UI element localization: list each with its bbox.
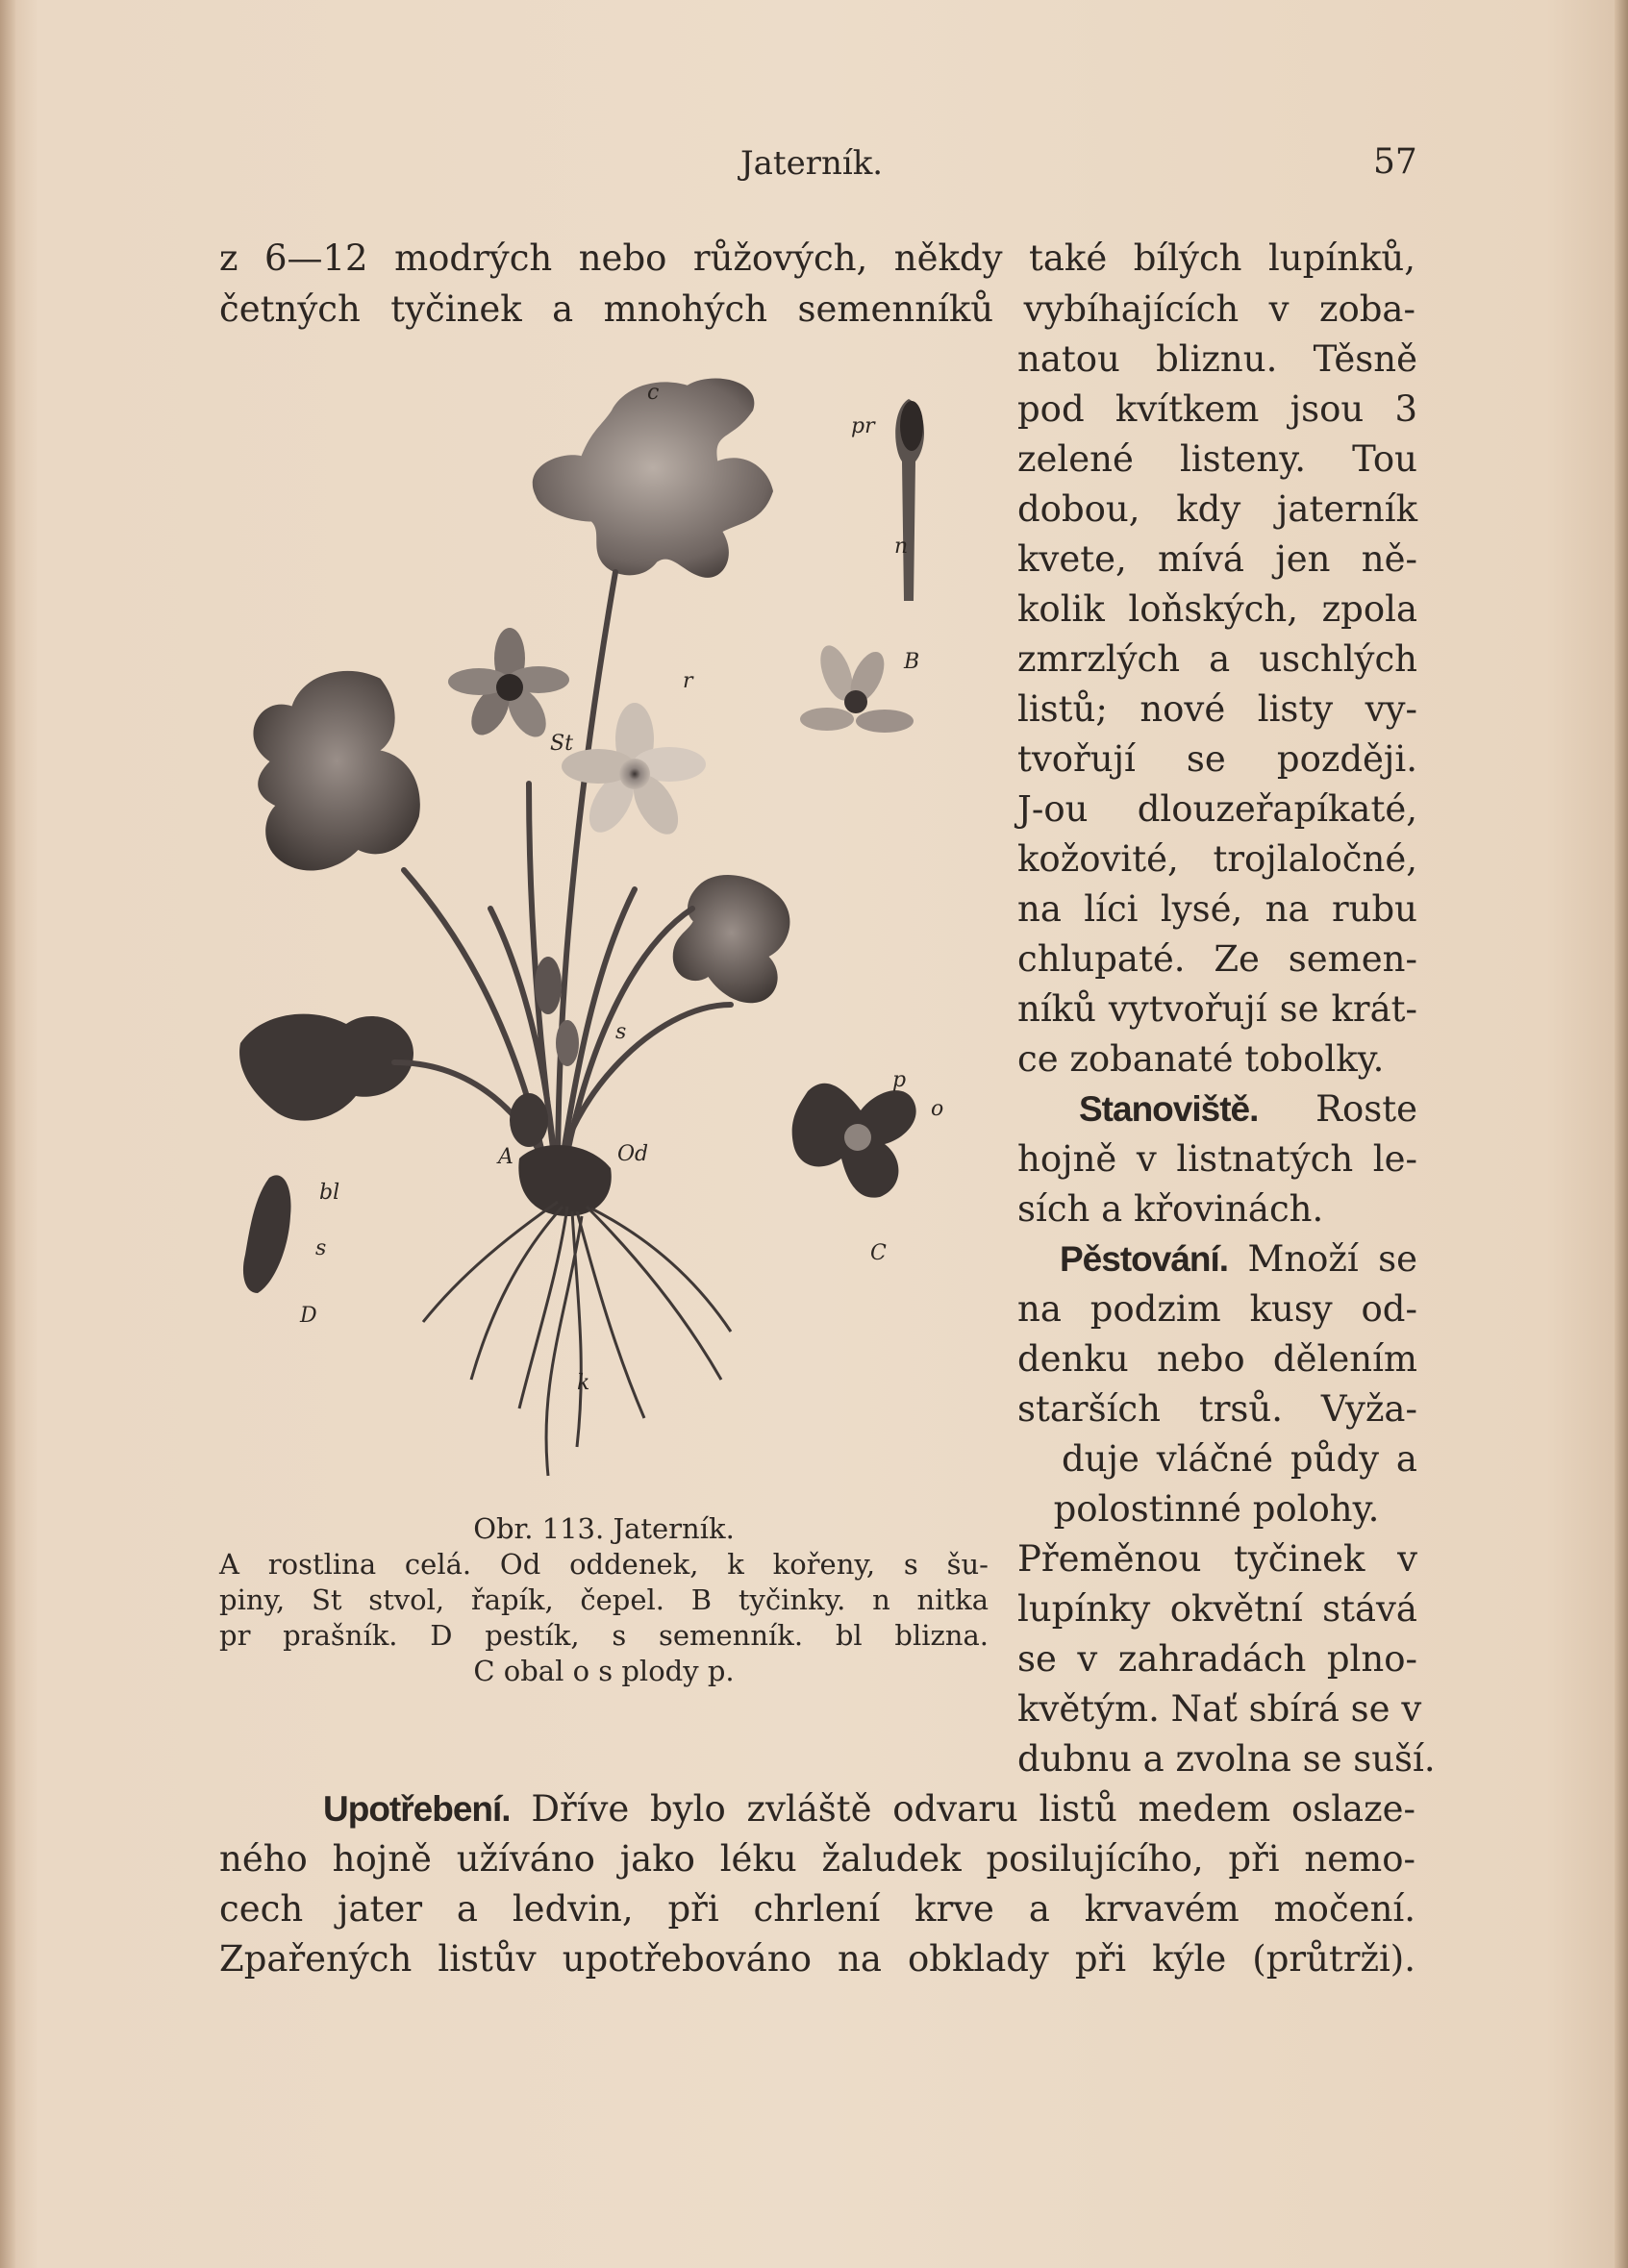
side-line: pod kvítkem jsou 3 xyxy=(1017,388,1417,430)
leaf-right xyxy=(673,875,790,1003)
roots xyxy=(423,1202,731,1476)
upotrebeni-line: cech jater a ledvin, při chrlení krve a krvavém močení. xyxy=(219,1888,1415,1930)
label-n: n xyxy=(894,535,909,559)
pestovani-line: květým. Nať sbírá se v xyxy=(1017,1688,1422,1730)
figure-caption xyxy=(219,1511,989,1689)
rhizome xyxy=(518,1145,611,1216)
label-c: c xyxy=(647,381,660,405)
label-C: C xyxy=(870,1241,887,1265)
label-A: A xyxy=(498,1145,513,1169)
pistil-D xyxy=(243,1175,291,1293)
pestovani-line: na podzim kusy od- xyxy=(1017,1288,1417,1330)
side-line: zelené listeny. Tou xyxy=(1017,438,1417,480)
pestovani-line: starších trsů. Vyža- xyxy=(1017,1388,1417,1430)
caption-line: A rostlina celá. Od oddenek, k kořeny, s šu- xyxy=(219,1548,989,1581)
upotrebeni-heading: Upotřebení. xyxy=(323,1789,511,1829)
leaf-top xyxy=(533,379,773,578)
side-line: na líci lysé, na rubu xyxy=(1017,888,1417,930)
page-number: 57 xyxy=(1373,142,1417,182)
side-line: ce zobanaté tobolky. xyxy=(1017,1038,1385,1080)
upotrebeni-line: Zpařených listův upotřebováno na obklady při kýle (průtrži). xyxy=(219,1938,1415,1980)
label-bl: bl xyxy=(319,1181,340,1205)
label-r: r xyxy=(683,669,693,693)
stanoviste-heading: Stanoviště. xyxy=(1079,1089,1259,1129)
label-St: St xyxy=(550,732,573,756)
body-line: z 6—12 modrých nebo růžových, někdy také bílých lupínků, xyxy=(219,237,1415,279)
side-line: tvořují se později. xyxy=(1017,738,1417,780)
leaf-bottom-left xyxy=(239,1014,413,1121)
stanoviste-line: sích a křovinách. xyxy=(1017,1188,1324,1230)
flower-center xyxy=(562,703,706,841)
pestovani-line: dubnu a zvolna se suší. xyxy=(1017,1738,1436,1780)
label-Od: Od xyxy=(617,1142,649,1166)
side-line: kolik loňských, zpola xyxy=(1017,588,1417,630)
label-k: k xyxy=(577,1371,590,1395)
label-p: p xyxy=(892,1068,907,1092)
side-line: chlupaté. Ze semen- xyxy=(1017,938,1417,980)
side-line: kvete, mívá jen ně- xyxy=(1017,538,1417,580)
page-edge-left xyxy=(0,0,15,2268)
pestovani-line: duje vláčné půdy a xyxy=(1062,1438,1417,1480)
label-s2: s xyxy=(315,1236,327,1260)
label-D: D xyxy=(300,1304,317,1328)
pestovani-heading: Pěstování. xyxy=(1060,1239,1229,1279)
side-line: kožovité, trojlaločné, xyxy=(1017,838,1417,880)
bud xyxy=(510,1093,548,1147)
stanoviste-text: Roste xyxy=(1315,1088,1417,1130)
side-line: listů; nové listy vy- xyxy=(1017,688,1417,730)
side-line: zmrzlých a uschlých xyxy=(1017,638,1417,680)
page-edge-right xyxy=(1615,0,1628,2268)
leaf-left xyxy=(253,671,419,871)
pestovani-text: Množí se xyxy=(1247,1238,1417,1280)
caption-line: pr prašník. D pestík, s semenník. bl blizna. xyxy=(219,1619,989,1652)
pestovani-line: Přeměnou tyčinek v xyxy=(1017,1538,1417,1580)
pestovani-line: polostinné polohy. xyxy=(1053,1488,1380,1530)
side-line: natou bliznu. Těsně xyxy=(1017,338,1417,380)
side-line: níků vytvořují se krát- xyxy=(1017,988,1417,1030)
upotrebeni-first-line xyxy=(323,1788,1415,1830)
caption-line: piny, St stvol, řapík, čepel. B tyčinky. n nitka xyxy=(219,1583,989,1616)
side-line: dobou, kdy jaterník xyxy=(1017,488,1417,530)
bud xyxy=(535,957,562,1014)
pestovani-first-line xyxy=(1060,1238,1417,1280)
pestovani-line: denku nebo dělením xyxy=(1017,1338,1417,1380)
label-s: s xyxy=(615,1020,627,1044)
bud xyxy=(556,1020,579,1066)
pestovani-line: se v zahradách plno- xyxy=(1017,1638,1417,1680)
flower-top-left xyxy=(448,628,569,743)
upotrebeni-text: Dříve bylo zvláště odvaru listů medem oslaze- xyxy=(531,1788,1415,1830)
fruit-cluster-C xyxy=(792,1084,916,1198)
label-pr: pr xyxy=(851,414,875,438)
stanoviste-line: hojně v listnatých le- xyxy=(1017,1138,1417,1180)
running-head: Jaterník. xyxy=(740,144,884,183)
caption-title: Obr. 113. Jaterník. xyxy=(473,1512,735,1545)
label-B: B xyxy=(904,650,920,674)
body-line: četných tyčinek a mnohých semenníků vybíhajících v zoba- xyxy=(219,288,1415,330)
stanoviste-first-line xyxy=(1079,1088,1417,1130)
pestovani-line: lupínky okvětní stává xyxy=(1017,1588,1417,1630)
caption-line: C obal o s plody p. xyxy=(473,1655,735,1687)
label-o: o xyxy=(931,1097,944,1121)
flower-right xyxy=(800,641,914,733)
upotrebeni-line: ného hojně užíváno jako léku žaludek posilujícího, při nemo- xyxy=(219,1838,1415,1880)
side-line: J-ou dlouzeřapíkaté, xyxy=(1017,788,1417,830)
hepatica-illustration xyxy=(231,370,981,1500)
